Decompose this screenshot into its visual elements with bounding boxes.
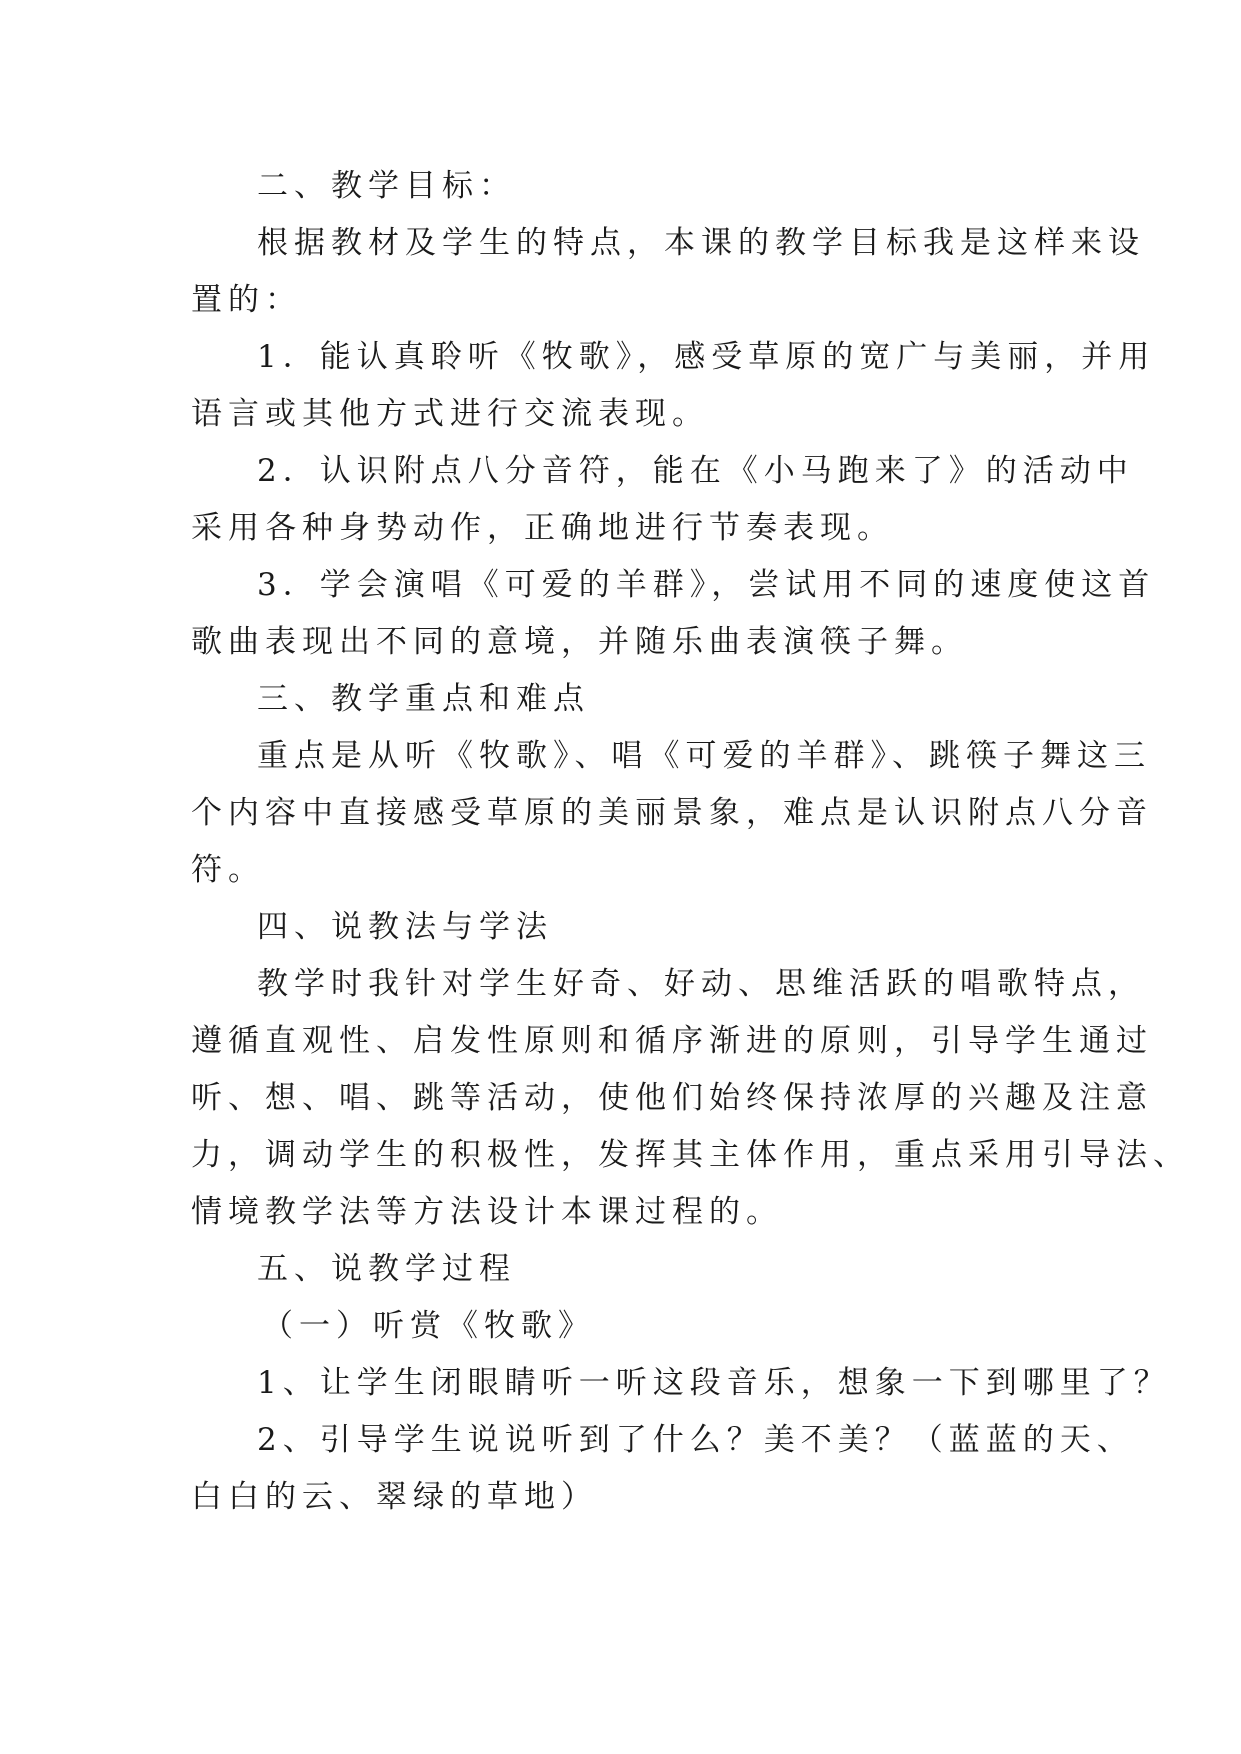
paragraph-line: 力，调动学生的积极性，发挥其主体作用，重点采用引导法、 (191, 1137, 1190, 1173)
paragraph-line: 遵循直观性、启发性原则和循序渐进的原则，引导学生通过 (191, 1023, 1153, 1059)
section-heading-teaching-methods: 四、说教法与学法 (257, 909, 553, 945)
paragraph-line: 情境教学法等方法设计本课过程的。 (191, 1194, 783, 1230)
paragraph-line: 个内容中直接感受草原的美丽景象，难点是认识附点八分音 (191, 795, 1153, 831)
paragraph-line: 教学时我针对学生好奇、好动、思维活跃的唱歌特点， (257, 966, 1145, 1002)
process-item-1: 1、让学生闭眼睛听一听这段音乐，想象一下到哪里了？ (257, 1365, 1171, 1401)
paragraph-line: 符。 (191, 852, 265, 888)
section-heading-teaching-process: 五、说教学过程 (257, 1251, 516, 1287)
paragraph-line: 根据教材及学生的特点，本课的教学目标我是这样来设 (257, 225, 1145, 261)
paragraph-line: 采用各种身势动作，正确地进行节奏表现。 (191, 510, 894, 546)
paragraph-line: 听、想、唱、跳等活动，使他们始终保持浓厚的兴趣及注意 (191, 1080, 1153, 1116)
subsection-heading-listening: （一）听赏《牧歌》 (262, 1308, 595, 1344)
objective-item-1: 1．能认真聆听《牧歌》，感受草原的宽广与美丽，并用 (257, 339, 1156, 375)
objective-item-3: 3．学会演唱《可爱的羊群》，尝试用不同的速度使这首 (257, 567, 1156, 603)
section-heading-key-points: 三、教学重点和难点 (257, 681, 590, 717)
objective-item-2: 2．认识附点八分音符，能在《小马跑来了》的活动中 (257, 453, 1134, 489)
paragraph-line: 语言或其他方式进行交流表现。 (191, 396, 709, 432)
paragraph-line: 重点是从听《牧歌》、唱《可爱的羊群》、跳筷子舞这三 (257, 738, 1151, 774)
paragraph-line: 白白的云、翠绿的草地） (191, 1479, 598, 1515)
process-item-2: 2、引导学生说说听到了什么？美不美？（蓝蓝的天、 (257, 1422, 1134, 1458)
section-heading-teaching-objectives: 二、教学目标： (257, 168, 516, 204)
paragraph-line: 置的： (191, 282, 302, 318)
paragraph-line: 歌曲表现出不同的意境，并随乐曲表演筷子舞。 (191, 624, 968, 660)
